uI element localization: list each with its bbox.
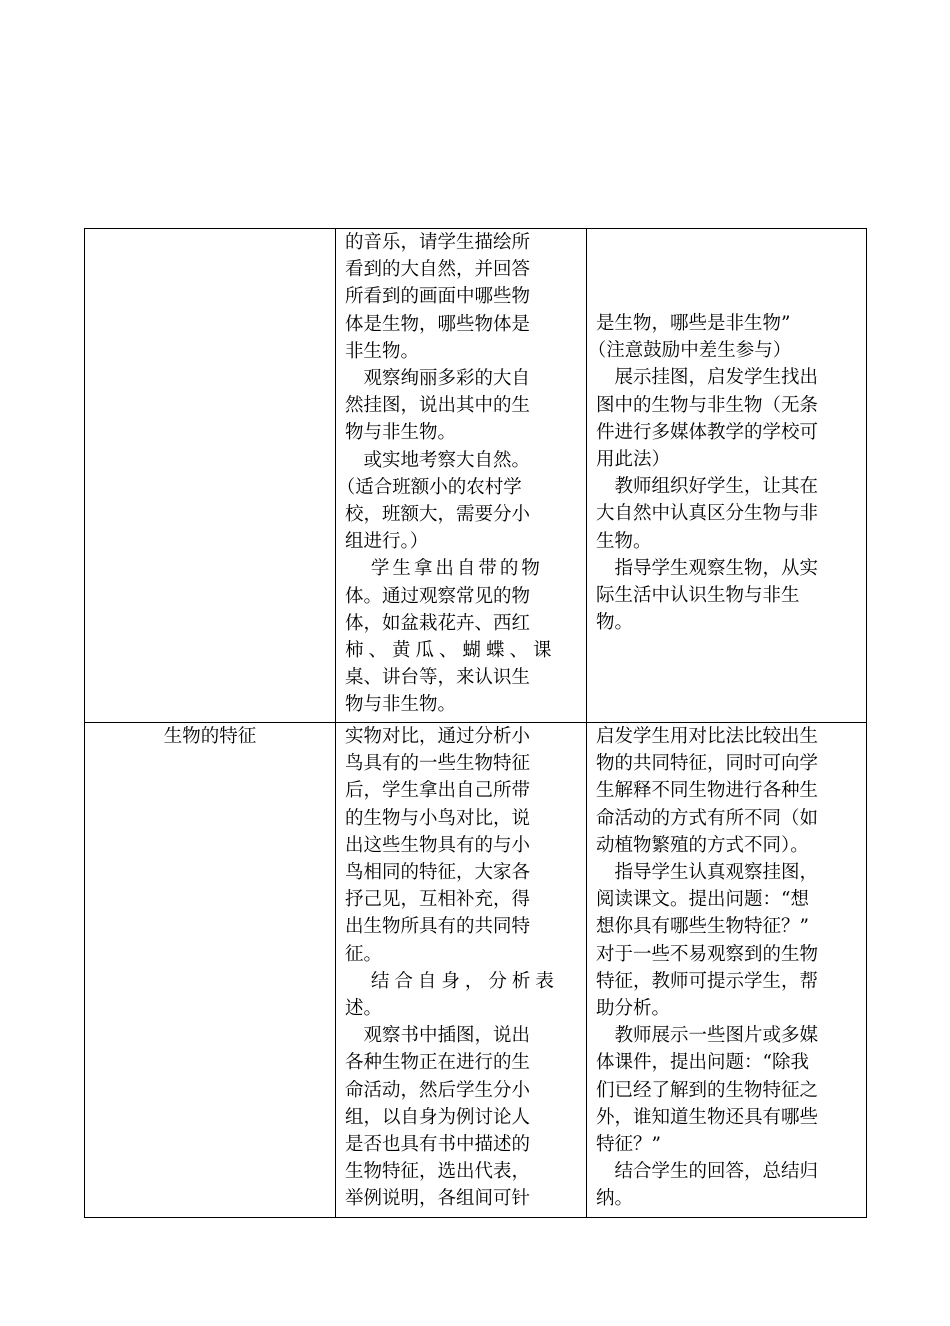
text-line: 观察绚丽多彩的大自 <box>363 368 531 390</box>
text-line: 后，学生拿出自己所带 <box>345 780 531 802</box>
text-line: 的音乐，请学生描绘所 <box>345 232 531 253</box>
text-line: 出这些生物具有的与小 <box>345 834 531 856</box>
text-line: 启发学生用对比法比较出生 <box>596 726 819 747</box>
text-line: 或实地考察大自然。 <box>363 449 531 471</box>
text-line: 体是生物，哪些物体是 <box>345 313 531 335</box>
text-line: 观察书中插图，说出 <box>363 1025 531 1047</box>
text-line: 看到的大自然，并回答 <box>345 259 531 281</box>
text-line: 鸟具有的一些生物特征 <box>345 753 531 775</box>
text-line: 物与非生物。 <box>345 422 457 444</box>
text-line: 教师展示一些图片或多媒 <box>614 1025 819 1047</box>
cell-spacer <box>596 229 857 310</box>
text-line: 动植物繁殖的方式不同）。 <box>596 834 809 856</box>
text-line: 学生拿出自带的物 <box>370 558 543 580</box>
text-line: 生物特征，选出代表， <box>345 1161 531 1183</box>
text-line: 实物对比，通过分析小 <box>345 726 531 747</box>
text-line: 桌、讲台等，来认识生 <box>345 667 531 689</box>
text-line: 际生活中认识生物与非生 <box>596 585 800 607</box>
text-line: 非生物。 <box>345 340 420 362</box>
table-row <box>85 723 867 1218</box>
text-line: 是否也具有书中描述的 <box>345 1134 531 1156</box>
text-line: （适合班额小的农村学 <box>336 476 522 498</box>
text-line: （注意鼓励中差生参与） <box>587 340 792 362</box>
text-line: 各种生物正在进行的生 <box>345 1052 531 1074</box>
text-line: 对于一些不易观察到的生物 <box>596 943 819 965</box>
text-line: 出生物所具有的共同特 <box>345 916 531 938</box>
text-line: 组进行。） <box>345 531 429 553</box>
text-line: 结合自身，分析表 <box>370 970 559 992</box>
text-line: 组，以自身为例讨论人 <box>345 1106 531 1128</box>
text-line: 柿、黄瓜、蝴蝶、课 <box>345 640 557 662</box>
text-line: 所看到的画面中哪些物 <box>345 286 531 308</box>
text-line: 鸟相同的特征，大家各 <box>345 862 531 884</box>
text-line: 指导学生观察生物，从实 <box>614 557 819 579</box>
text-line: 特征？” <box>596 1134 661 1156</box>
lesson-plan-table <box>84 228 867 1218</box>
text-line: 然挂图，说出其中的生 <box>345 395 531 417</box>
text-line: 结合学生的回答，总结归 <box>614 1161 819 1183</box>
text-line: 命活动，然后学生分小 <box>345 1079 531 1101</box>
text-line: 是生物，哪些是非生物” <box>596 313 791 334</box>
text-line: 助分析。 <box>596 998 671 1020</box>
text-line: 的生物与小鸟对比，说 <box>345 807 531 829</box>
text-line: 大自然中认真区分生物与非 <box>596 503 819 525</box>
text-line: 用此法） <box>596 449 671 471</box>
student-activity-cell <box>336 229 587 723</box>
topic-cell: 生物的特征 <box>85 723 336 1218</box>
topic-cell <box>85 229 336 723</box>
text-line: 举例说明，各组间可针 <box>345 1188 531 1210</box>
text-line: 生物。 <box>596 530 652 552</box>
text-line: 想你具有哪些生物特征？” <box>596 916 809 938</box>
text-line: 述。 <box>345 998 383 1020</box>
text-line: 生解释不同生物进行各种生 <box>596 780 819 802</box>
text-line: 们已经了解到的生物特征之 <box>596 1079 819 1101</box>
text-line: 征。 <box>345 943 383 965</box>
student-activity-cell <box>336 723 587 1218</box>
text-line: 体，如盆栽花卉、西红 <box>345 612 531 634</box>
text-line: 外，谁知道生物还具有哪些 <box>596 1106 819 1128</box>
text-line: 体。通过观察常见的物 <box>345 585 531 607</box>
text-line: 校，班额大，需要分小 <box>345 504 531 526</box>
text-line: 特征，教师可提示学生，帮 <box>596 970 819 992</box>
text-line: 纳。 <box>596 1188 634 1210</box>
text-line: 体课件，提出问题：“除我 <box>596 1052 809 1074</box>
text-line: 教师组织好学生，让其在 <box>614 476 819 498</box>
text-line: 抒己见，互相补充，得 <box>345 889 531 911</box>
text-line: 件进行多媒体教学的学校可 <box>596 421 819 443</box>
text-line: 指导学生认真观察挂图， <box>614 862 819 884</box>
text-line: 物。 <box>596 612 634 634</box>
table-row <box>85 229 867 723</box>
text-line: 展示挂图，启发学生找出 <box>614 367 819 389</box>
text-line: 图中的生物与非生物（无条 <box>596 394 819 416</box>
text-line: 物的共同特征，同时可向学 <box>596 753 819 775</box>
text-line: 物与非生物。 <box>345 694 457 716</box>
text-line: 阅读课文。提出问题：“想 <box>596 889 809 911</box>
teacher-activity-cell <box>587 229 867 723</box>
teacher-activity-cell <box>587 723 867 1218</box>
text-line: 命活动的方式有所不同（如 <box>596 807 819 829</box>
